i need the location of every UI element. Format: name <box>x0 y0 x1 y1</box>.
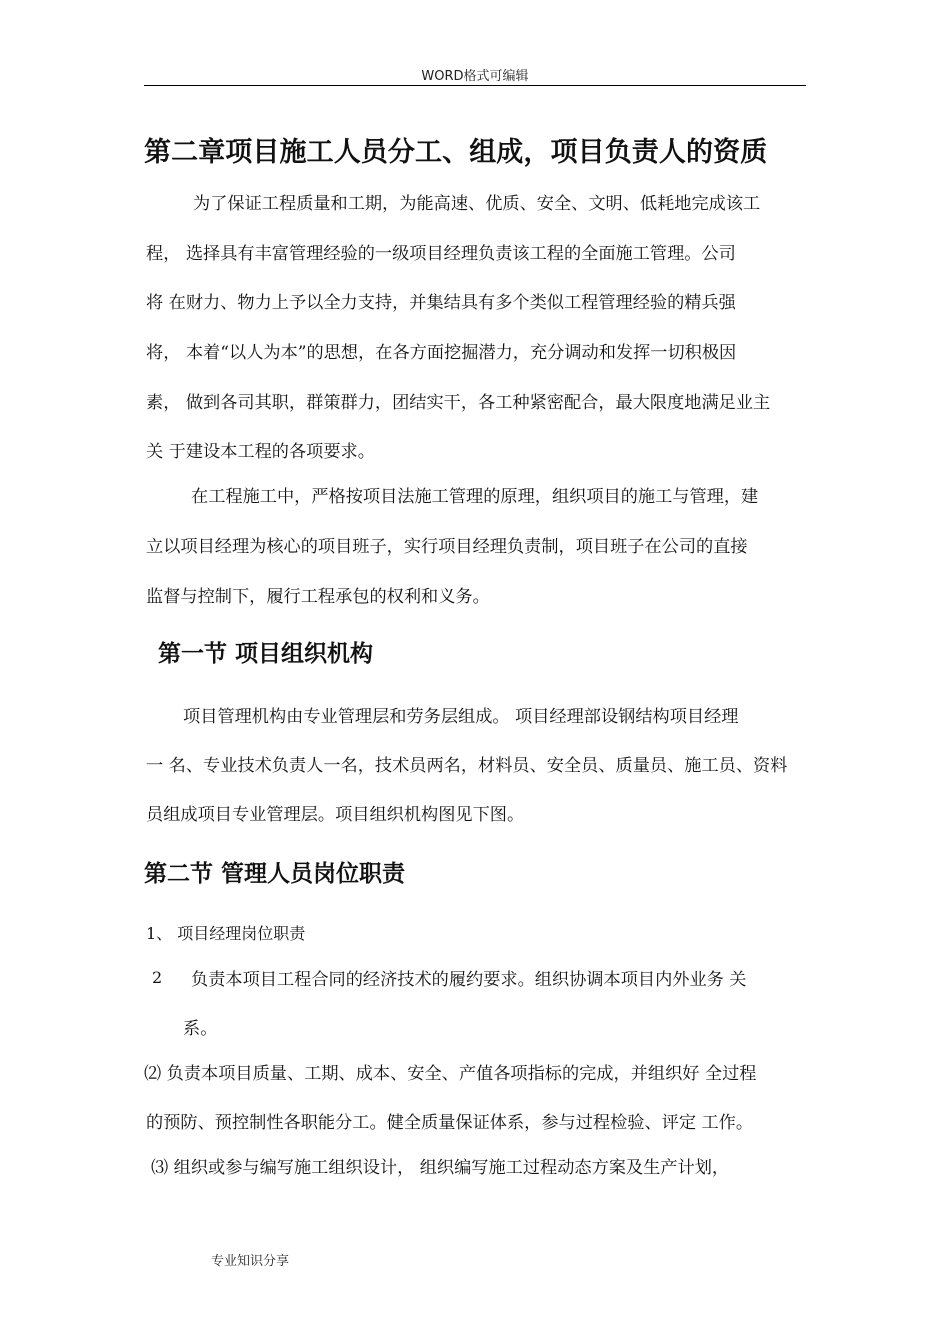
paragraph-line: 监督与控制下，履行工程承包的权利和义务。 <box>146 587 490 607</box>
chapter-title: 第二章项目施工人员分工、组成，项目负责人的资质 <box>144 137 768 168</box>
paragraph-line: 素， 做到各司其职，群策群力，团结实干，各工种紧密配合，最大限度地满足业主 <box>146 393 771 413</box>
paragraph-line: 一 名、专业技术负责人一名，技术员两名，材料员、安全员、质量员、施工员、资料 <box>146 756 788 776</box>
paragraph-line: 将， 本着“以人为本”的思想，在各方面挖掘潜力，充分调动和发挥一切积极因 <box>146 343 737 363</box>
paragraph-line: 将 在财力、物力上予以全力支持，并集结具有多个类似工程管理经验的精兵强 <box>146 293 736 313</box>
paragraph-line: ⑵ 负责本项目质量、工期、成本、安全、产值各项指标的完成，并组织好 全过程 <box>144 1064 757 1084</box>
section-heading: 第一节 项目组织机构 <box>158 641 374 667</box>
paragraph-line: 为了保证工程质量和工期，为能高速、优质、安全、文明、低耗地完成该工 <box>193 194 761 214</box>
paragraph-line: ⑶ 组织或参与编写施工组织设计， 组织编写施工过程动态方案及生产计划， <box>151 1158 730 1178</box>
paragraph-line: 项目管理机构由专业管理层和劳务层组成。 项目经理部设钢结构项目经理 <box>183 707 739 727</box>
paragraph-line: 关 于建设本工程的各项要求。 <box>146 442 375 462</box>
paragraph-line: 立以项目经理为核心的项目班子，实行项目经理负责制，项目班子在公司的直接 <box>146 537 748 557</box>
page-footer: 专业知识分享 <box>211 1254 290 1269</box>
page-header: WORD格式可编辑 <box>421 69 529 84</box>
list-item-title: 1、 项目经理岗位职责 <box>146 924 306 943</box>
paragraph-line: 系。 <box>183 1019 218 1039</box>
section-heading: 第二节 管理人员岗位职责 <box>144 861 406 887</box>
paragraph-line: 员组成项目专业管理层。项目组织机构图见下图。 <box>146 805 525 825</box>
paragraph-line: 在工程施工中，严格按项目法施工管理的原理，组织项目的施工与管理，建 <box>191 487 759 507</box>
paragraph-line: 的预防、预控制性各职能分工。健全质量保证体系，参与过程检验、评定 工作。 <box>146 1113 754 1133</box>
paragraph-line: 负责本项目工程合同的经济技术的履约要求。组织协调本项目内外业务 关 <box>191 970 747 990</box>
list-item-number: 2 <box>152 968 163 987</box>
paragraph-line: 程， 选择具有丰富管理经验的一级项目经理负责该工程的全面施工管理。公司 <box>146 244 736 264</box>
header-divider <box>144 85 806 86</box>
